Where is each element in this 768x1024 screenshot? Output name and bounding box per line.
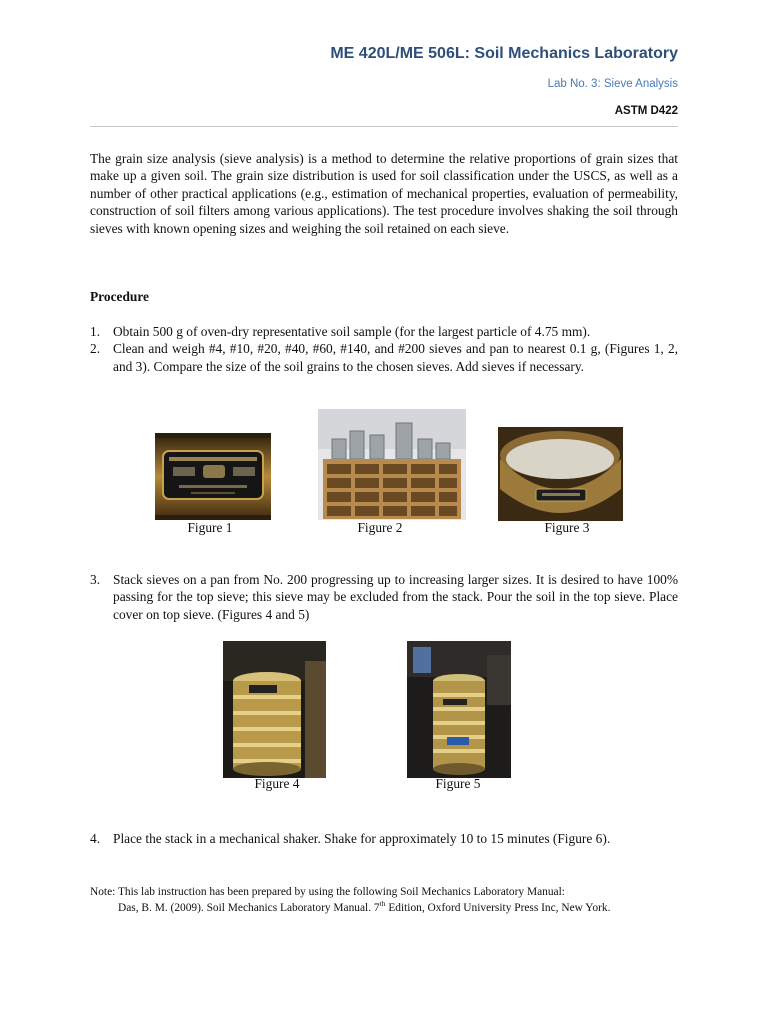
- reference-note: [90, 884, 710, 916]
- procedure-heading: Procedure: [90, 289, 150, 304]
- note-reference: [90, 900, 710, 916]
- figure-4-caption: Figure 4: [254, 776, 300, 791]
- figure-1-caption: Figure 1: [187, 520, 233, 535]
- step-text: Obtain 500 g of oven-dry representative soil sample (for the largest particle of 4.75 mm).: [113, 324, 591, 339]
- figure-5-caption: Figure 5: [435, 776, 481, 791]
- step-number: 3.: [90, 572, 101, 587]
- figure-2-caption: Figure 2: [357, 520, 403, 535]
- note-line: Note: This lab instruction has been prepared by using the following Soil Mechanics Laboratory Manual:: [90, 886, 565, 898]
- figure-4-image: [223, 641, 326, 778]
- figure-3-caption: Figure 3: [544, 520, 590, 535]
- procedure-steps-c: [90, 830, 678, 847]
- step-text: Place the stack in a mechanical shaker. Shake for approximately 10 to 15 minutes (Figure 6).: [113, 831, 611, 846]
- figure-1-image: [155, 433, 271, 520]
- procedure-step: [90, 340, 678, 375]
- course-title: ME 420L/ME 506L: Soil Mechanics Laboratory: [330, 45, 678, 62]
- intro-paragraph: The grain size analysis (sieve analysis) is a method to determine the relative proportions of grain sizes that make up a given soil. The grain size distribution is used for soil classification under the USCS, as well as a number of other practical applications (e.g., estimation of mechanical properties, evaluation of permeability, construction of soil filters among various applications). The test procedure involves shaking the soil through sieves with known opening sizes and weighing the soil retained on each sieve.: [90, 151, 678, 236]
- standard-label: ASTM D422: [614, 105, 678, 117]
- step-text: Stack sieves on a pan from No. 200 progressing up to increasing larger sizes. It is desired to have 100% passing for the top sieve; this sieve may be excluded from the stack. Pour the soil in the top sieve. Place cover on top sieve. (Figures 4 and 5): [113, 572, 678, 622]
- procedure-step: [90, 323, 678, 340]
- figure-2-image: [318, 409, 466, 520]
- figure-5-image: [407, 641, 511, 778]
- step-text: Clean and weigh #4, #10, #20, #40, #60, #140, and #200 sieves and pan to nearest 0.1 g, (Figures 1, 2, and 3). Compare the size of the soil grains to the chosen sieves. Add sieves if necessary.: [113, 341, 678, 374]
- lab-title: Lab No. 3: Sieve Analysis: [547, 78, 678, 90]
- reference-superscript: th: [379, 899, 386, 909]
- reference-text-end: Edition, Oxford University Press Inc, New York.: [385, 902, 611, 914]
- procedure-step: [90, 571, 678, 623]
- procedure-steps-a: [90, 323, 678, 375]
- step-number: 1.: [90, 324, 101, 339]
- reference-text-start: Das, B. M. (2009). Soil Mechanics Laboratory Manual. 7: [118, 902, 380, 914]
- step-number: 2.: [90, 341, 101, 357]
- procedure-step: [90, 830, 678, 847]
- step-number: 4.: [90, 831, 101, 846]
- figure-3-image: [498, 427, 623, 521]
- header-divider: [90, 126, 678, 127]
- procedure-steps-b: [90, 571, 678, 623]
